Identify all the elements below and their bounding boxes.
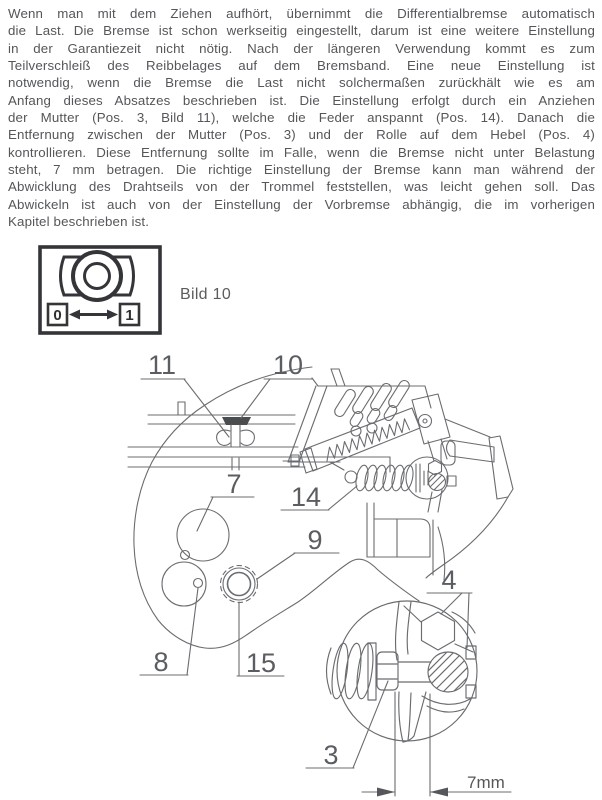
lever-hex-nut xyxy=(429,461,442,476)
callout-10: 10 xyxy=(272,350,304,380)
top-rails xyxy=(128,402,390,472)
callout-11: 11 xyxy=(147,350,177,380)
bore-circle-8 xyxy=(162,562,206,606)
paragraph-line: kontrollieren. Diese Entfernung sollte im Falle, wenn die Bremse nicht unter Belastung xyxy=(8,144,595,160)
lever-roller xyxy=(429,474,446,491)
detail-hex-head xyxy=(422,612,455,650)
paragraph-line: Abwicklung des Drahtseils von der Trommel feststellen, was leicht gehen soll. Das xyxy=(8,179,595,195)
paragraph-line: steht, 7 mm betragen. Die richtige Einstellung der Bremse kann man während der xyxy=(8,162,595,178)
spring-14 xyxy=(330,462,428,492)
figure-bild10 xyxy=(36,244,166,339)
paragraph-line: notwendig, wenn die Bremse die Last nicht solchermaßen zurückhält wie es am xyxy=(8,75,595,91)
callout-4: 4 xyxy=(441,565,457,595)
switch-position-1: 1 xyxy=(125,307,134,324)
figure-caption: Bild 10 xyxy=(180,286,232,303)
callout-9: 9 xyxy=(307,525,323,555)
paragraph-line: Anfang dieses Absatzes beschrieben ist. Die Einstellung erfolgt durch ein Anziehen xyxy=(8,92,595,108)
technical-drawing xyxy=(0,340,602,800)
paragraph-line: Entfernung zwischen der Mutter (Pos. 3) und der Rolle auf dem Hebel (Pos. 4) xyxy=(8,127,595,143)
band-bars xyxy=(441,419,513,499)
paragraph-line: in der Garantiezeit nicht nötig. Nach der längeren Verwendung kommt es zum xyxy=(8,40,595,56)
detail-nut-3 xyxy=(377,652,398,690)
screw-assembly xyxy=(217,417,255,470)
knob-inner-circle xyxy=(85,264,110,289)
dimension-label: 7mm xyxy=(467,773,505,792)
callout-15: 15 xyxy=(245,648,277,678)
callout-7: 7 xyxy=(226,469,242,499)
paragraph-line: Teilverschleiß des Reibbelages auf dem Bremsband. Eine neue Einstellung ist xyxy=(8,58,595,74)
knob-outer-ring xyxy=(73,252,121,300)
detail-circle xyxy=(327,601,478,742)
paragraph-line: die Last. Die Bremse ist schon werkseitig eingestellt, darum ist eine weitere Einstellung xyxy=(8,23,595,39)
lower-bracket xyxy=(367,503,445,580)
bore-circle-7 xyxy=(177,509,229,561)
callout-8: 8 xyxy=(153,647,169,677)
double-arrow-icon xyxy=(69,310,118,320)
paragraph-line: Kapitel beschrieben ist. xyxy=(8,214,150,230)
paragraph-line: Abwickeln ist auch von der Einstellung der Vorbremse abhängig, die im vorherigen xyxy=(8,196,595,212)
callout-3: 3 xyxy=(323,740,339,770)
switch-position-0: 0 xyxy=(53,307,62,324)
paragraph-line: der Mutter (Pos. 3, Bild 11), welche die Feder anspannt (Pos. 14). Danach die xyxy=(8,110,595,126)
knurled-knob xyxy=(221,566,258,603)
body-paragraph xyxy=(8,5,595,230)
paragraph-line: Wenn man mit dem Ziehen aufhört, übernimmt die Differentialbremse automatisch xyxy=(8,6,595,21)
callout-14: 14 xyxy=(290,482,322,512)
